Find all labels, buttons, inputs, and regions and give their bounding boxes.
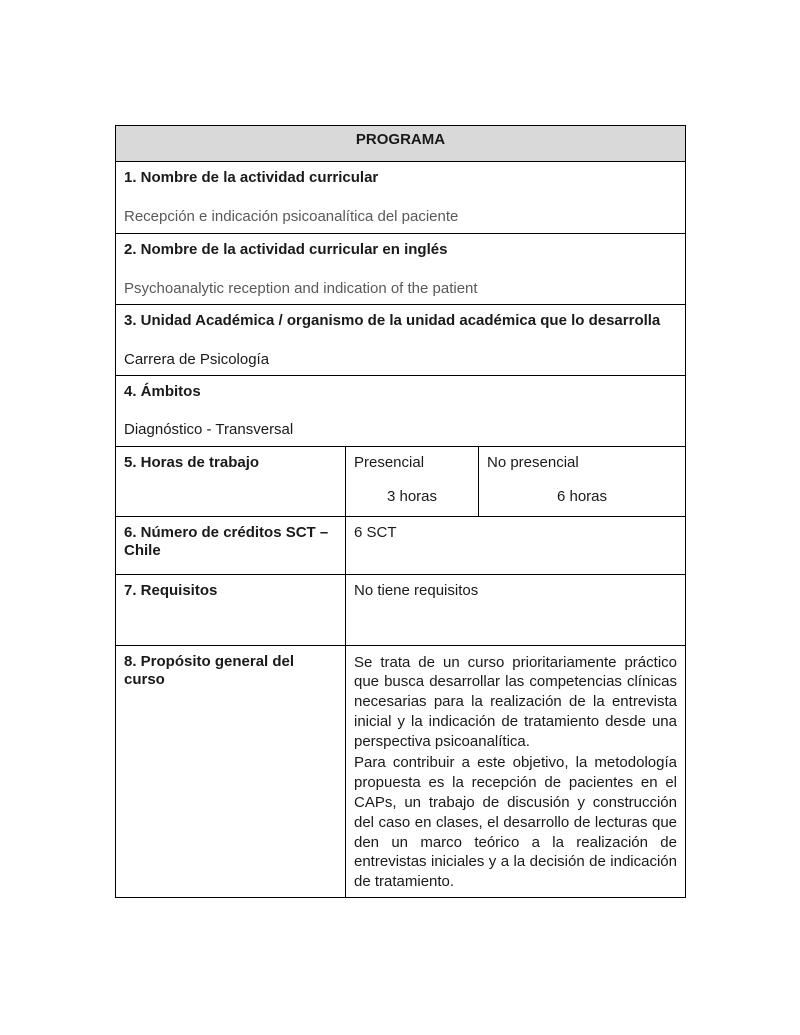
presencial-value: 3 horas: [386, 488, 438, 506]
no-presencial-cell: [479, 446, 686, 516]
row-6-value: 6 SCT: [354, 523, 397, 541]
row-4-value: Diagnóstico - Transversal: [124, 421, 294, 439]
row-creditos-value-cell: [346, 516, 686, 574]
presencial-label: Presencial: [354, 453, 425, 471]
row-1-label: 1. Nombre de la actividad curricular: [124, 169, 379, 186]
table-row: [116, 516, 686, 574]
program-table: [115, 125, 686, 898]
proposito-paragraph-1: Se trata de un curso prioritariamente práctico que busca desarrollar las competencias clínicas necesarias para la realización de la entrevista inicial y la indicación de tratamiento desde una perspectiva psicoanalítica.: [354, 653, 677, 750]
row-requisitos-label-cell: [116, 574, 346, 645]
row-2-label: 2. Nombre de la actividad curricular en inglés: [124, 241, 448, 258]
row-ambitos: [116, 375, 686, 446]
row-unidad-academica: [116, 305, 686, 376]
no-presencial-label: No presencial: [487, 453, 579, 471]
table-row: [116, 234, 686, 305]
row-1-value: Recepción e indicación psicoanalítica del paciente: [124, 207, 459, 225]
proposito-paragraph-2: Para contribuir a este objetivo, la metodología propuesta es la recepción de pacientes en el CAPs, un trabajo de discusión y construcción del caso en clases, el desarrollo de lecturas que den un marco teórico a la realización de entrevistas iniciales y a la decisión de indicación de tratamiento.: [354, 754, 677, 891]
row-8-label: 8. Propósito general del curso: [124, 652, 295, 689]
table-row: [116, 375, 686, 446]
row-6-label: 6. Número de créditos SCT – Chile: [124, 523, 329, 560]
row-horas-label-cell: [116, 446, 346, 516]
row-proposito-value-cell: [346, 645, 686, 898]
row-5-label: 5. Horas de trabajo: [124, 453, 260, 471]
row-3-label: 3. Unidad Académica / organismo de la unidad académica que lo desarrolla: [124, 312, 661, 329]
row-requisitos-value-cell: [346, 574, 686, 645]
table-header-row: [116, 126, 686, 162]
row-3-value: Carrera de Psicología: [124, 350, 270, 368]
row-7-label: 7. Requisitos: [124, 581, 218, 599]
table-row: [116, 305, 686, 376]
row-nombre-actividad: [116, 162, 686, 234]
row-proposito-label-cell: [116, 645, 346, 898]
table-row: [116, 446, 686, 516]
table-row: [116, 574, 686, 645]
row-7-value: No tiene requisitos: [354, 581, 479, 599]
table-row: [116, 645, 686, 898]
no-presencial-value: 6 horas: [556, 488, 608, 506]
row-2-value: Psychoanalytic reception and indication of the patient: [124, 279, 478, 297]
presencial-cell: [346, 446, 479, 516]
row-nombre-ingles: [116, 234, 686, 305]
table-title: PROGRAMA: [116, 126, 686, 162]
row-4-label: 4. Ámbitos: [124, 382, 201, 400]
row-creditos-label-cell: [116, 516, 346, 574]
table-row: [116, 162, 686, 234]
